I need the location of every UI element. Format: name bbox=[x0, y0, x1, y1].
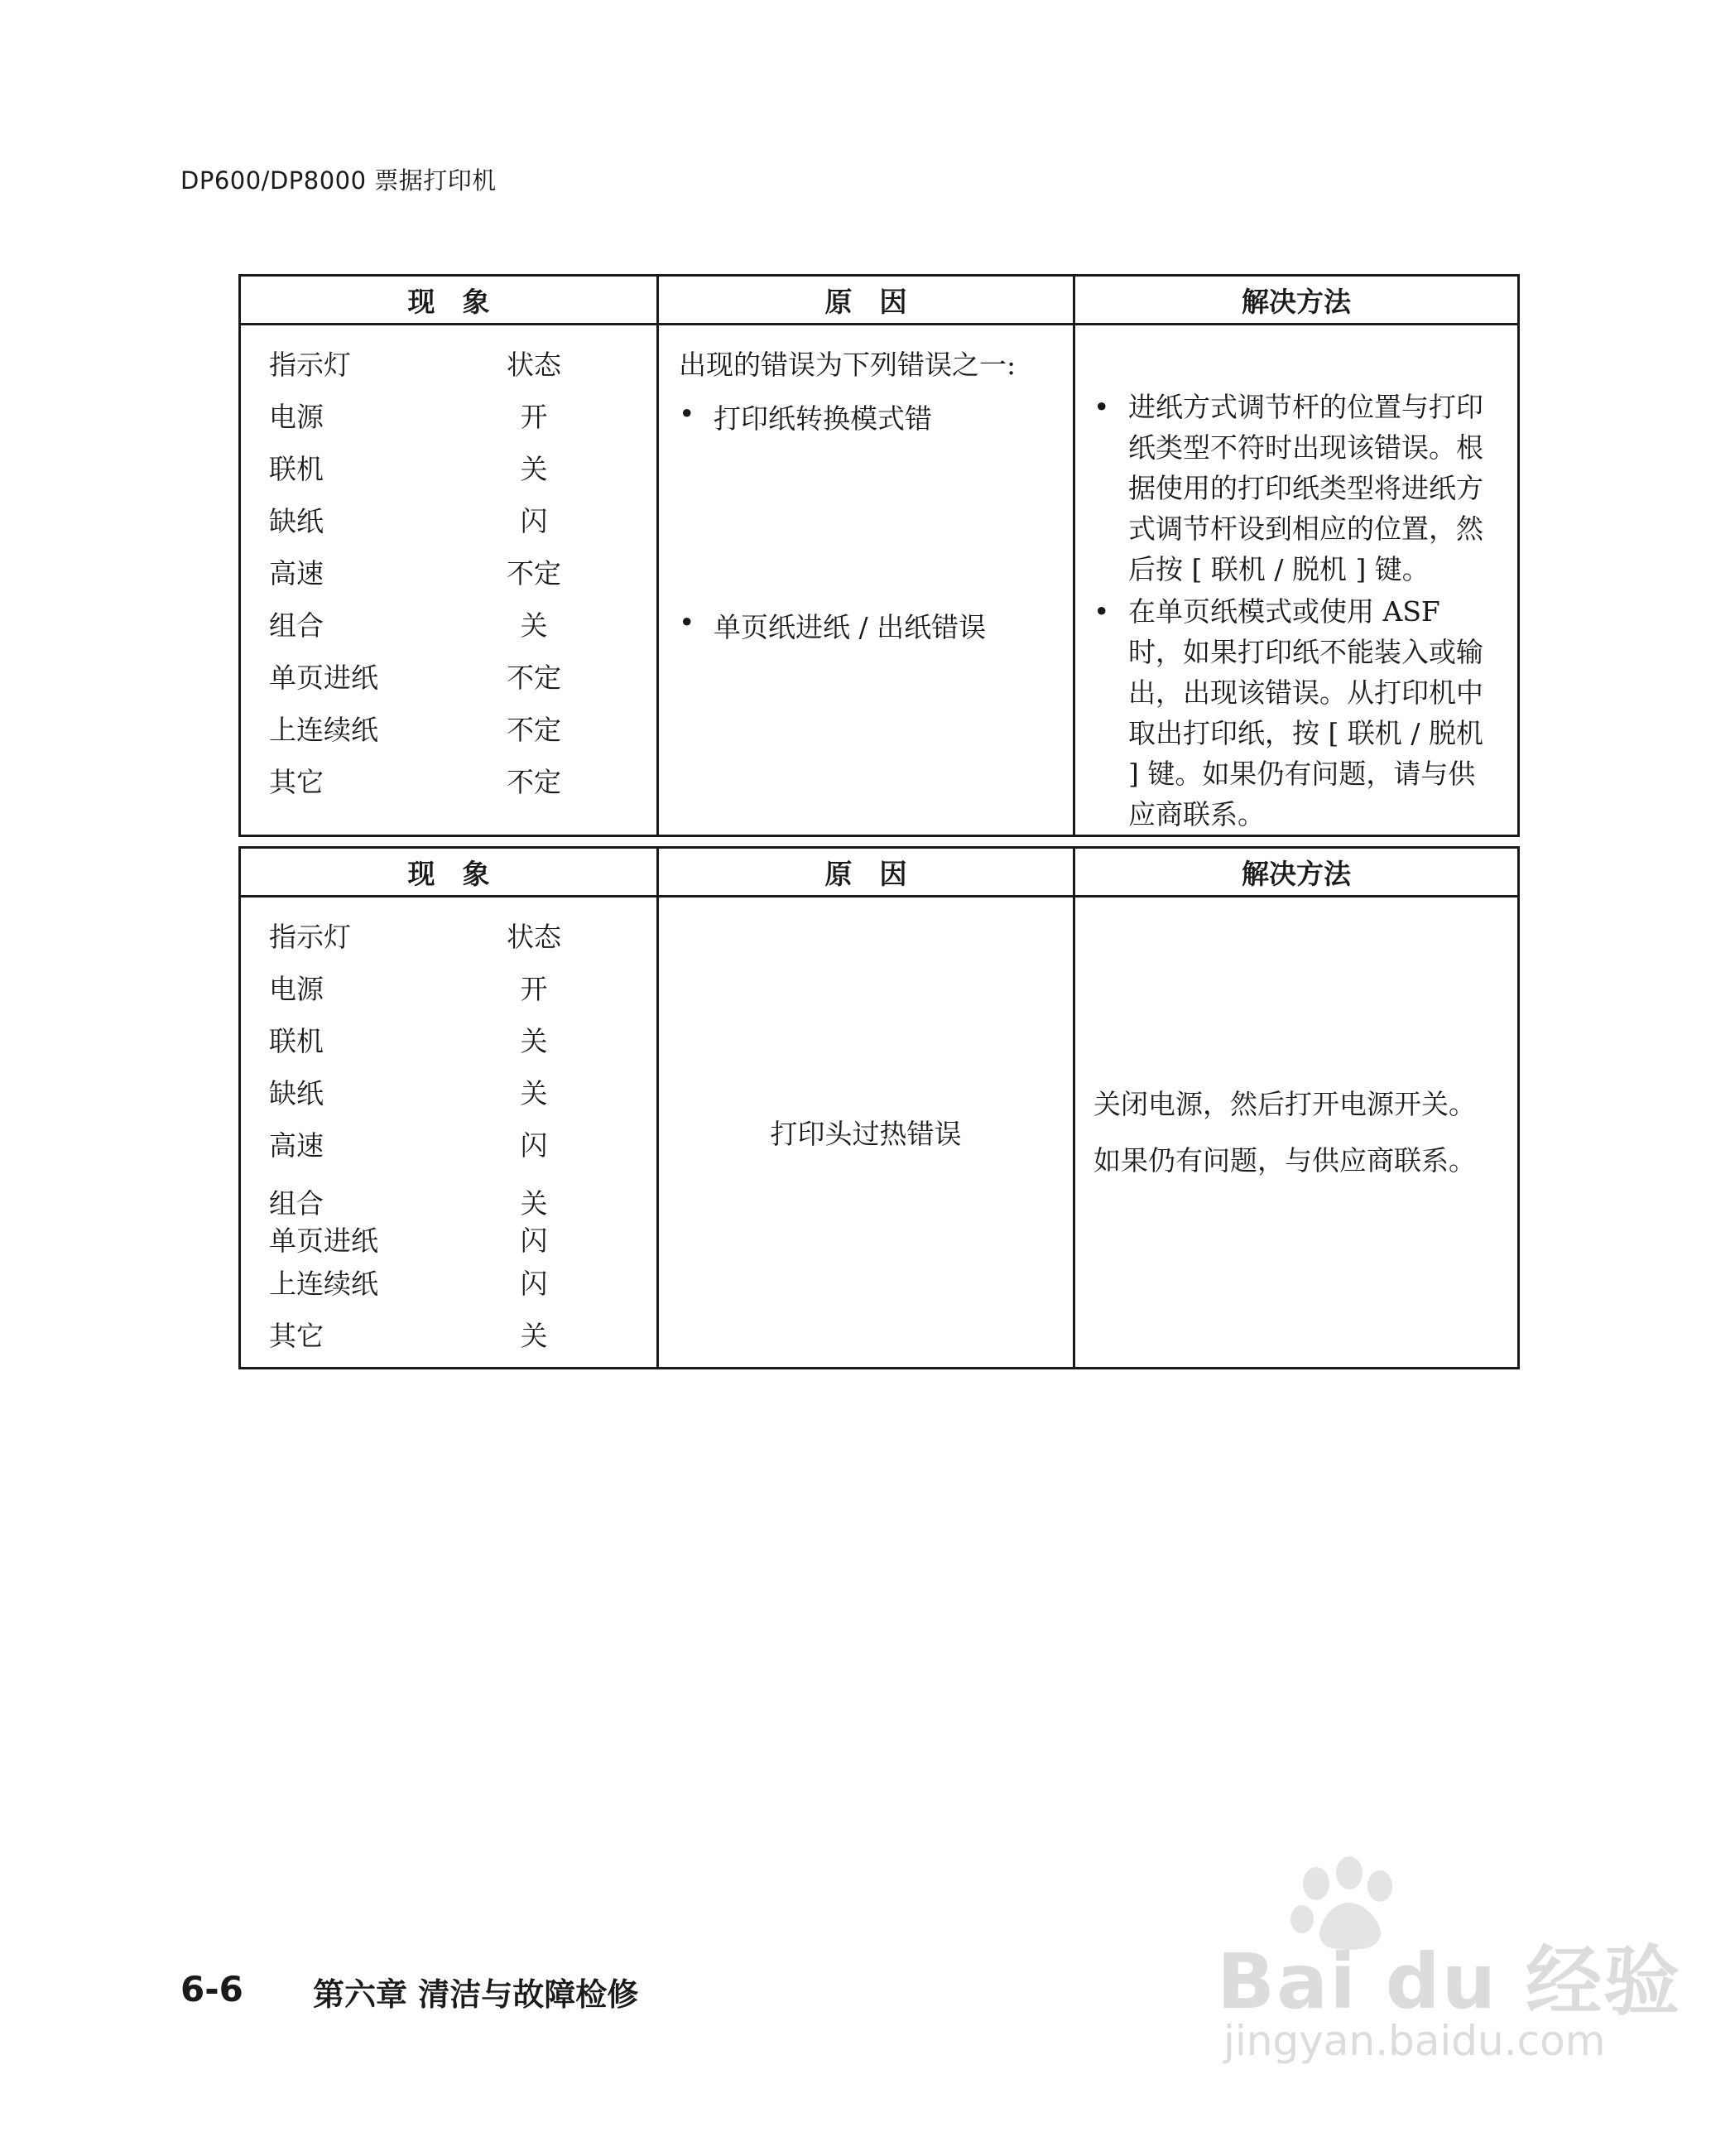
symptom-row bbox=[269, 650, 656, 702]
indicator-status: 不定 bbox=[507, 557, 561, 590]
solution-text: 进纸方式调节杆的位置与打印纸类型不符时出现该错误。根据使用的打印纸类型将进纸方式调节杆设到相应的位置，然后按 [ 联机 / 脱机 ] 键。 bbox=[1128, 391, 1483, 585]
header-cause: 原 因 bbox=[658, 848, 1074, 897]
symptom-row bbox=[269, 1066, 656, 1118]
running-header: DP600/DP8000 票据打印机 bbox=[180, 166, 497, 195]
table-header-row bbox=[240, 848, 1519, 897]
indicator-status: 关 bbox=[520, 1320, 548, 1352]
status-label: 状态 bbox=[507, 921, 561, 953]
indicator-label: 指示灯 bbox=[269, 349, 351, 381]
symptom-row bbox=[269, 441, 656, 493]
watermark-url: jingyan.baidu.com bbox=[1223, 2017, 1606, 2065]
indicator-status: 关 bbox=[520, 1077, 548, 1109]
header-solution: 解决方法 bbox=[1074, 848, 1519, 897]
bullet-icon: • bbox=[1093, 595, 1110, 628]
page-number: 6-6 bbox=[180, 1969, 243, 2009]
indicator-status: 开 bbox=[520, 973, 548, 1005]
indicator-status: 闪 bbox=[520, 1224, 548, 1257]
indicator-name: 联机 bbox=[269, 1025, 324, 1057]
table-body-row bbox=[240, 325, 1519, 836]
symptom-row bbox=[269, 754, 656, 806]
indicator-name: 联机 bbox=[269, 453, 324, 485]
symptom-row bbox=[269, 1256, 656, 1308]
symptom-header-row bbox=[269, 337, 656, 389]
symptom-row bbox=[269, 1170, 656, 1221]
indicator-name: 高速 bbox=[269, 1129, 324, 1162]
indicator-name: 组合 bbox=[269, 609, 324, 642]
cause-text: 单页纸进纸 / 出纸错误 bbox=[714, 611, 987, 643]
solution-line: 关闭电源，然后打开电源开关。 bbox=[1093, 1087, 1476, 1120]
cause-text: 打印纸转换模式错 bbox=[714, 402, 932, 435]
indicator-status: 开 bbox=[520, 401, 548, 433]
indicator-name: 电源 bbox=[269, 401, 324, 433]
troubleshooting-table-1 bbox=[238, 274, 1520, 837]
symptom-row bbox=[269, 389, 656, 441]
indicator-status: 闪 bbox=[520, 505, 548, 537]
indicator-name: 高速 bbox=[269, 557, 324, 590]
bullet-icon: • bbox=[679, 397, 695, 430]
indicator-name: 缺纸 bbox=[269, 1077, 324, 1109]
watermark-brand: Bai du 经验 bbox=[1217, 1937, 1682, 2026]
symptom-cell bbox=[240, 897, 658, 1369]
symptom-row bbox=[269, 493, 656, 546]
symptom-row bbox=[269, 961, 656, 1013]
symptom-row bbox=[269, 1013, 656, 1066]
indicator-status: 关 bbox=[520, 1187, 548, 1220]
solution-cell bbox=[1074, 325, 1519, 836]
header-solution: 解决方法 bbox=[1074, 276, 1519, 325]
indicator-status: 关 bbox=[520, 453, 548, 485]
table-body-row bbox=[240, 897, 1519, 1369]
symptom-row bbox=[269, 546, 656, 598]
indicator-status: 闪 bbox=[520, 1268, 548, 1300]
indicator-name: 组合 bbox=[269, 1187, 324, 1220]
indicator-name: 单页进纸 bbox=[269, 1224, 378, 1257]
indicator-status: 关 bbox=[520, 609, 548, 642]
indicator-status: 闪 bbox=[520, 1129, 548, 1162]
symptom-header-row bbox=[269, 909, 656, 961]
indicator-name: 单页进纸 bbox=[269, 662, 378, 694]
symptom-row bbox=[269, 702, 656, 754]
bullet-icon: • bbox=[679, 606, 695, 638]
header-symptom: 现 象 bbox=[240, 848, 658, 897]
indicator-label: 指示灯 bbox=[269, 921, 351, 953]
indicator-name: 其它 bbox=[269, 766, 324, 798]
solution-text: 在单页纸模式或使用 ASF 时，如果打印纸不能装入或输出，出现该错误。从打印机中取出打印纸，按 [ 联机 / 脱机 ] 键。如果仍有问题，请与供应商联系。 bbox=[1128, 595, 1483, 830]
indicator-name: 缺纸 bbox=[269, 505, 324, 537]
cause-cell bbox=[658, 897, 1074, 1369]
solution-item bbox=[1093, 387, 1502, 590]
cause-cell bbox=[658, 325, 1074, 836]
table-header-row bbox=[240, 276, 1519, 325]
symptom-row bbox=[269, 1118, 656, 1170]
indicator-status: 关 bbox=[520, 1025, 548, 1057]
bullet-icon: • bbox=[1093, 391, 1110, 423]
indicator-status: 不定 bbox=[507, 714, 561, 746]
symptom-row bbox=[269, 598, 656, 650]
indicator-status: 不定 bbox=[507, 662, 561, 694]
symptom-cell bbox=[240, 325, 658, 836]
cause-intro: 出现的错误为下列错误之一: bbox=[679, 349, 1016, 381]
status-label: 状态 bbox=[507, 349, 561, 381]
solution-cell bbox=[1074, 897, 1519, 1369]
indicator-name: 上连续纸 bbox=[269, 1268, 378, 1300]
indicator-name: 上连续纸 bbox=[269, 714, 378, 746]
header-cause: 原 因 bbox=[658, 276, 1074, 325]
cause-text: 打印头过热错误 bbox=[770, 1118, 962, 1150]
cause-item bbox=[679, 606, 1073, 645]
troubleshooting-table-2 bbox=[238, 846, 1520, 1369]
solution-line: 如果仍有问题，与供应商联系。 bbox=[1093, 1143, 1476, 1177]
indicator-name: 其它 bbox=[269, 1320, 324, 1352]
symptom-row bbox=[269, 1308, 656, 1360]
header-symptom: 现 象 bbox=[240, 276, 658, 325]
cause-item bbox=[679, 389, 1073, 606]
indicator-name: 电源 bbox=[269, 973, 324, 1005]
chapter-title: 第六章 清洁与故障检修 bbox=[313, 1976, 639, 2013]
indicator-status: 不定 bbox=[507, 766, 561, 798]
symptom-row bbox=[269, 1221, 656, 1256]
solution-item bbox=[1093, 591, 1502, 835]
